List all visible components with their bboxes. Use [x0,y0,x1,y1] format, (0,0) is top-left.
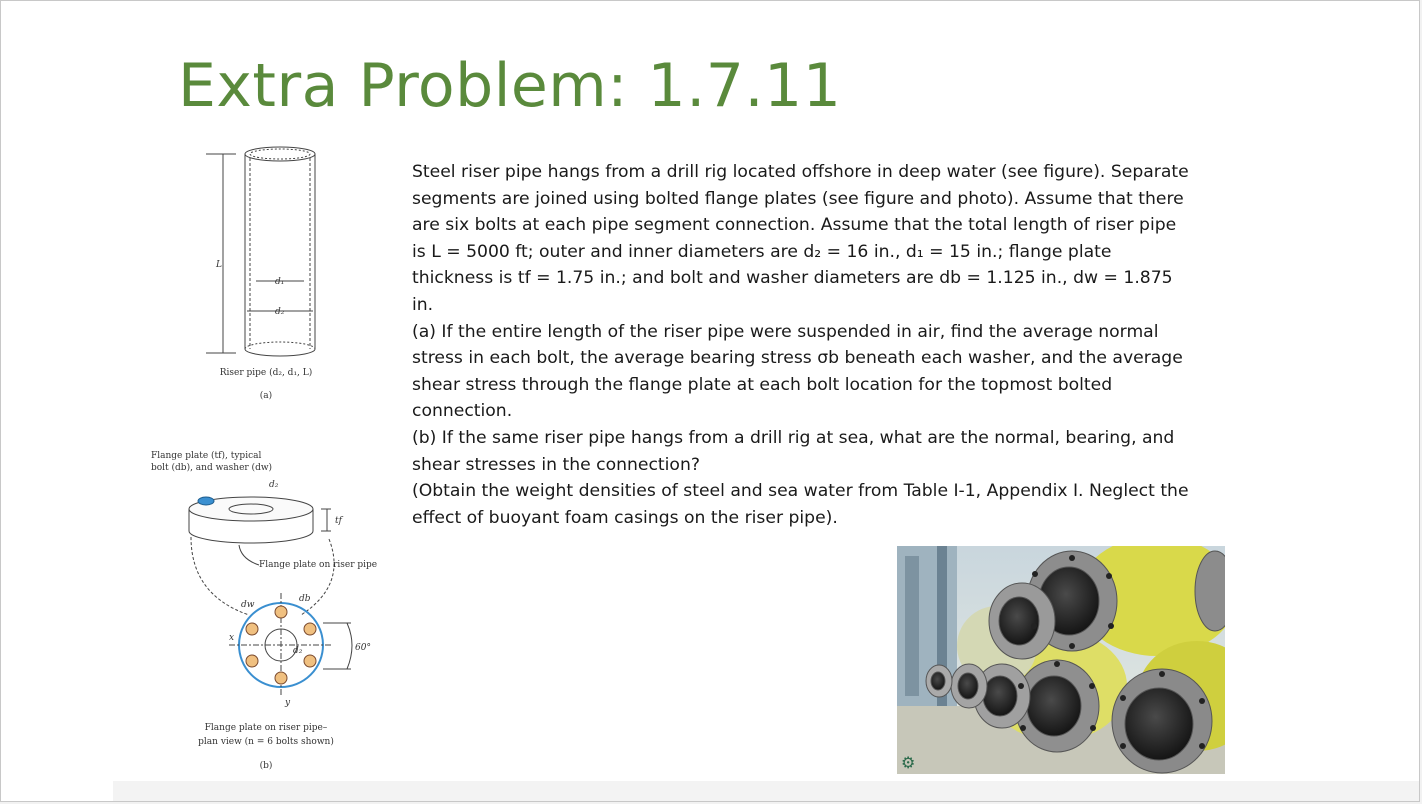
problem-statement [412,159,1192,531]
problem-paragraph-b: (b) If the same riser pipe hangs from a drill rig at sea, what are the normal, bearing, and shear stresses in the connection? [412,427,1175,475]
axis-x-label: x [229,633,235,643]
flange-dim-tf-label: tf [335,516,342,526]
dim-inner-label: d₁ [275,277,285,287]
riser-pipe-photo [897,546,1225,774]
flange-callout-line-2: bolt (db), and washer (dw) [151,463,273,473]
svg-text:⚙: ⚙ [901,753,916,772]
riser-pipe-figure [196,141,336,361]
dim-outer-label: d₂ [275,307,285,317]
flange-dim-db-label: db [299,594,311,604]
problem-paragraph-note: (Obtain the weight densities of steel and sea water from Table I-1, Appendix I. Neglect the effect of buoyant foam casings on the riser pipe). [412,481,1189,528]
flange-callout-line-1: Flange plate (tf), typical [151,451,262,461]
flange-plate-label: Flange plate on riser pipe [259,560,378,570]
flange-dim-dw-label: dw [241,600,255,610]
plan-dim-d2-label: d₂ [293,646,303,656]
problem-paragraph-given: Steel riser pipe hangs from a drill rig located offshore in deep water (see figure). Separate segments are joined using bolted flange plates (see figure and photo). Assume that there are six bolts at each pipe segment connection. Assume that the total length of riser pipe is L = 5000 ft; outer and inner diameters are d₂ = 16 in., d₁ = 15 in.; flange plate thickness is tf = 1.75 in.; and bolt and washer diameters are db = 1.125 in., dw = 1.875 in. [412,162,1189,315]
plan-view-caption-line-2: plan view (n = 6 bolts shown) [198,737,334,747]
slide-title: Extra Problem: 1.7.11 [178,51,842,121]
plan-view-caption-line-1: Flange plate on riser pipe– [204,723,328,733]
dim-length-label: L [216,260,222,270]
flange-dim-d2-label: d₂ [269,480,279,490]
angle-label: 60° [355,643,371,653]
flange-plate-figure [151,475,401,715]
axis-y-label: y [285,698,291,708]
riser-pipe-caption: Riser pipe (d₂, d₁, L) [219,368,313,378]
problem-paragraph-a: (a) If the entire length of the riser pipe were suspended in air, find the average normal stress in each bolt, the average bearing stress σb beneath each washer, and the average shear stress through the flange plate at each bolt location for the topmost bolted connection. [412,321,1183,422]
figure-b-label: (b) [259,761,273,771]
slide-footer-bar [113,781,1419,801]
figure-a-label: (a) [259,391,273,401]
